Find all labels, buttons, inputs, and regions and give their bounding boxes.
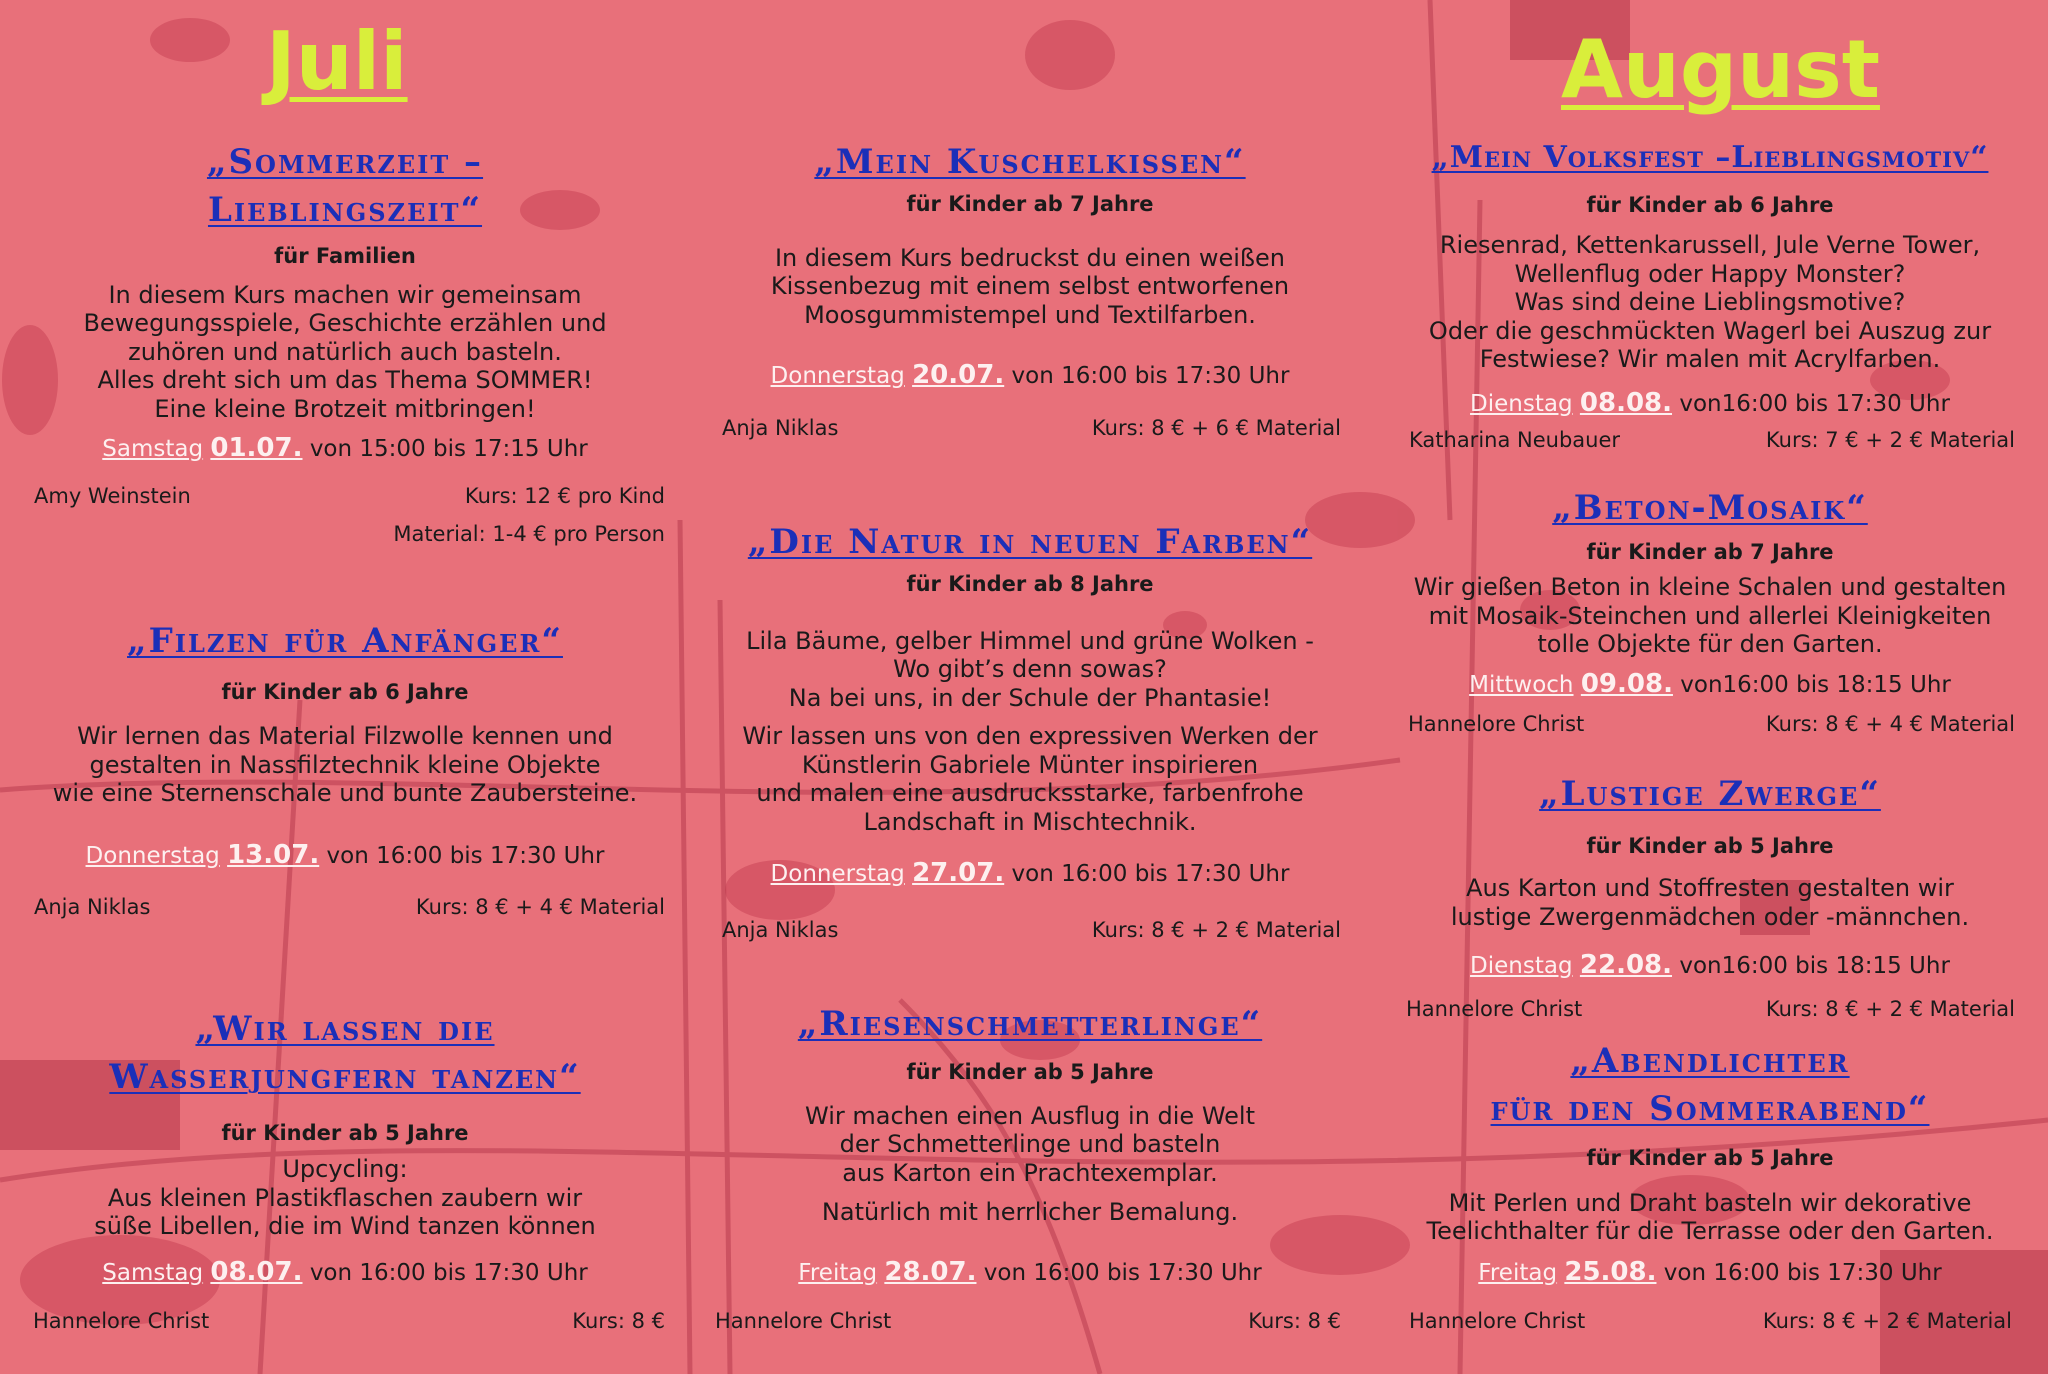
event-description: Wir gießen Beton in kleine Schalen und gestalten: [1413, 573, 2007, 601]
event-weekday: Freitag: [1478, 1260, 1558, 1286]
month-heading-august: August: [1561, 23, 1880, 116]
event-description: Oder die geschmückten Wagerl bei Auszug zur: [1428, 317, 1992, 345]
event-date-line: [1405, 1255, 2015, 1290]
event-date: 22.08.: [1579, 950, 1673, 980]
event-description: wie eine Sternenschale und bunte Zaubersteine.: [52, 779, 638, 807]
event-description: der Schmetterlinge und basteln: [839, 1130, 1221, 1158]
event-title: „Wir lassen die: [195, 1009, 495, 1049]
event-date-line: [1405, 667, 2015, 702]
event-material: Material: 1-4 € pro Person: [393, 522, 665, 546]
month-heading-juli: Juli: [266, 15, 408, 108]
event-instructor: Anja Niklas: [722, 416, 839, 440]
event-instructor: Anja Niklas: [34, 895, 151, 919]
event-audience: für Kinder ab 5 Jahre: [1586, 834, 1834, 858]
event-title: „Mein Kuschelkissen“: [814, 142, 1246, 182]
event-price: Kurs: 8 € + 2 € Material: [1765, 997, 2015, 1021]
event-description: aus Karton ein Prachtexemplar.: [842, 1159, 1218, 1187]
event-audience: für Kinder ab 6 Jahre: [221, 680, 469, 704]
event-title: „Mein Volksfest –Lieblingsmotiv“: [1431, 140, 1989, 175]
event-price: Kurs: 8 € + 2 € Material: [1091, 918, 1341, 942]
event-description: Aus kleinen Plastikflaschen zaubern wir: [107, 1184, 583, 1212]
event-instructor: Anja Niklas: [722, 918, 839, 942]
event-audience: für Kinder ab 7 Jahre: [906, 192, 1154, 216]
event-audience: für Kinder ab 5 Jahre: [221, 1121, 469, 1145]
event-audience: für Familien: [274, 244, 416, 268]
event-description: tolle Objekte für den Garten.: [1537, 630, 1883, 658]
event-description: Lila Bäume, gelber Himmel und grüne Wolken -: [746, 627, 1314, 655]
event-weekday: Donnerstag: [770, 363, 905, 389]
event-date: 25.08.: [1564, 1257, 1657, 1287]
event-description: Eine kleine Brotzeit mitbringen!: [154, 395, 536, 423]
event-time: von 16:00 bis 17:30 Uhr: [326, 843, 605, 869]
event-date: 28.07.: [884, 1257, 977, 1287]
event-weekday: Mittwoch: [1469, 672, 1574, 698]
event-description: Was sind deine Lieblingsmotive?: [1514, 288, 1906, 316]
event-instructor: Hannelore Christ: [33, 1309, 210, 1333]
event-time: von16:00 bis 18:15 Uhr: [1680, 672, 1951, 698]
event-description: Wir lassen uns von den expressiven Werken der: [742, 722, 1318, 750]
event-date-line: [30, 1255, 660, 1290]
event-date-line: [1405, 386, 2015, 421]
event-description: Landschaft in Mischtechnik.: [863, 808, 1197, 836]
event-audience: für Kinder ab 5 Jahre: [906, 1060, 1154, 1084]
event-title: Wasserjungfern tanzen“: [109, 1057, 581, 1097]
event-price: Kurs: 8 € + 6 € Material: [1091, 416, 1341, 440]
event-date: 27.07.: [912, 858, 1005, 888]
event-instructor: Hannelore Christ: [1408, 712, 1585, 736]
event-date-line: [1405, 948, 2015, 983]
event-time: von16:00 bis 17:30 Uhr: [1679, 391, 1950, 417]
event-date-line: [720, 358, 1340, 393]
event-weekday: Samstag: [102, 1260, 204, 1286]
event-title: „Die Natur in neuen Farben“: [747, 522, 1313, 562]
event-description: zuhören und natürlich auch basteln.: [128, 338, 562, 366]
event-instructor: Katharina Neubauer: [1409, 428, 1621, 452]
event-price: Kurs: 12 € pro Kind: [464, 484, 665, 508]
event-price: Kurs: 7 € + 2 € Material: [1765, 428, 2015, 452]
event-time: von 16:00 bis 17:30 Uhr: [983, 1260, 1262, 1286]
event-description: Kissenbezug mit einem selbst entworfenen: [770, 272, 1290, 300]
event-description: Na bei uns, in der Schule der Phantasie!: [788, 684, 1272, 712]
event-description: Alles dreht sich um das Thema SOMMER!: [97, 366, 593, 394]
event-time: von16:00 bis 18:15 Uhr: [1679, 953, 1950, 979]
event-time: von 16:00 bis 17:30 Uhr: [309, 1260, 588, 1286]
event-instructor: Amy Weinstein: [34, 484, 191, 508]
event-price: Kurs: 8 € + 4 € Material: [415, 895, 665, 919]
event-weekday: Freitag: [798, 1260, 878, 1286]
event-description: Riesenrad, Kettenkarussell, Jule Verne Tower,: [1439, 231, 1981, 259]
event-description: Bewegungsspiele, Geschichte erzählen und: [83, 309, 607, 337]
event-weekday: Donnerstag: [85, 843, 220, 869]
event-description: und malen eine ausdrucksstarke, farbenfrohe: [756, 779, 1304, 807]
event-audience: für Kinder ab 5 Jahre: [1586, 1146, 1834, 1170]
event-audience: für Kinder ab 6 Jahre: [1586, 193, 1834, 217]
event-time: von 16:00 bis 17:30 Uhr: [1011, 861, 1290, 887]
event-date-line: [720, 856, 1340, 891]
event-weekday: Samstag: [102, 436, 204, 462]
event-description: gestalten in Nassfilztechnik kleine Objekte: [89, 751, 601, 779]
event-title: „Filzen für Anfänger“: [127, 621, 563, 661]
event-time: von 15:00 bis 17:15 Uhr: [309, 436, 588, 462]
event-description: Wir machen einen Ausflug in die Welt: [804, 1102, 1255, 1130]
event-weekday: Dienstag: [1470, 953, 1573, 979]
event-description: Mit Perlen und Draht basteln wir dekorative: [1448, 1189, 1972, 1217]
event-instructor: Hannelore Christ: [1409, 1309, 1586, 1333]
event-description: Natürlich mit herrlicher Bemalung.: [821, 1198, 1239, 1226]
event-description: Wir lernen das Material Filzwolle kennen und: [77, 722, 613, 750]
event-title: „Riesenschmetterlinge“: [797, 1004, 1263, 1044]
event-audience: für Kinder ab 8 Jahre: [906, 572, 1154, 596]
event-description: Wo gibt’s denn sowas?: [893, 655, 1167, 683]
event-description: Aus Karton und Stoffresten gestalten wir: [1466, 874, 1954, 902]
event-date-line: [30, 431, 660, 466]
event-time: von 16:00 bis 17:30 Uhr: [1663, 1260, 1942, 1286]
event-weekday: Dienstag: [1470, 391, 1573, 417]
event-title: Lieblingszeit“: [207, 190, 483, 230]
event-title: „Abendlichter: [1570, 1041, 1850, 1081]
event-description: Moosgummistempel und Textilfarben.: [804, 301, 1256, 329]
event-description: Künstlerin Gabriele Münter inspirieren: [801, 751, 1259, 779]
event-date-line: [720, 1255, 1340, 1290]
event-description: Teelichthalter für die Terrasse oder den Garten.: [1426, 1217, 1994, 1245]
event-date: 20.07.: [912, 360, 1005, 390]
event-price: Kurs: 8 €: [572, 1309, 665, 1333]
event-time: von 16:00 bis 17:30 Uhr: [1011, 363, 1290, 389]
event-price: Kurs: 8 € + 4 € Material: [1765, 712, 2015, 736]
event-weekday: Donnerstag: [770, 861, 905, 887]
event-date: 08.07.: [210, 1257, 303, 1287]
event-date: 09.08.: [1580, 669, 1673, 699]
event-date: 08.08.: [1579, 388, 1673, 418]
event-description: In diesem Kurs bedruckst du einen weißen: [774, 244, 1286, 272]
event-title: „Lustige Zwerge“: [1539, 774, 1881, 814]
event-audience: für Kinder ab 7 Jahre: [1586, 540, 1834, 564]
event-description: süße Libellen, die im Wind tanzen können: [94, 1212, 596, 1240]
event-date: 01.07.: [210, 433, 303, 463]
event-description: mit Mosaik-Steinchen und allerlei Kleinigkeiten: [1428, 602, 1992, 630]
event-description: lustige Zwergenmädchen oder -männchen.: [1450, 903, 1970, 931]
event-title: „Sommerzeit –: [206, 142, 484, 182]
event-description: Wellenflug oder Happy Monster?: [1514, 260, 1906, 288]
event-title: für den Sommerabend“: [1490, 1089, 1930, 1129]
event-title: „Beton-Mosaik“: [1552, 488, 1868, 528]
event-instructor: Hannelore Christ: [1406, 997, 1583, 1021]
event-date: 13.07.: [227, 840, 320, 870]
event-price: Kurs: 8 €: [1248, 1309, 1341, 1333]
event-description: Festwiese? Wir malen mit Acrylfarben.: [1479, 345, 1941, 373]
event-price: Kurs: 8 € + 2 € Material: [1762, 1309, 2012, 1333]
event-date-line: [30, 838, 660, 873]
event-instructor: Hannelore Christ: [715, 1309, 892, 1333]
event-description: In diesem Kurs machen wir gemeinsam: [108, 281, 582, 309]
event-description: Upcycling:: [282, 1155, 408, 1183]
